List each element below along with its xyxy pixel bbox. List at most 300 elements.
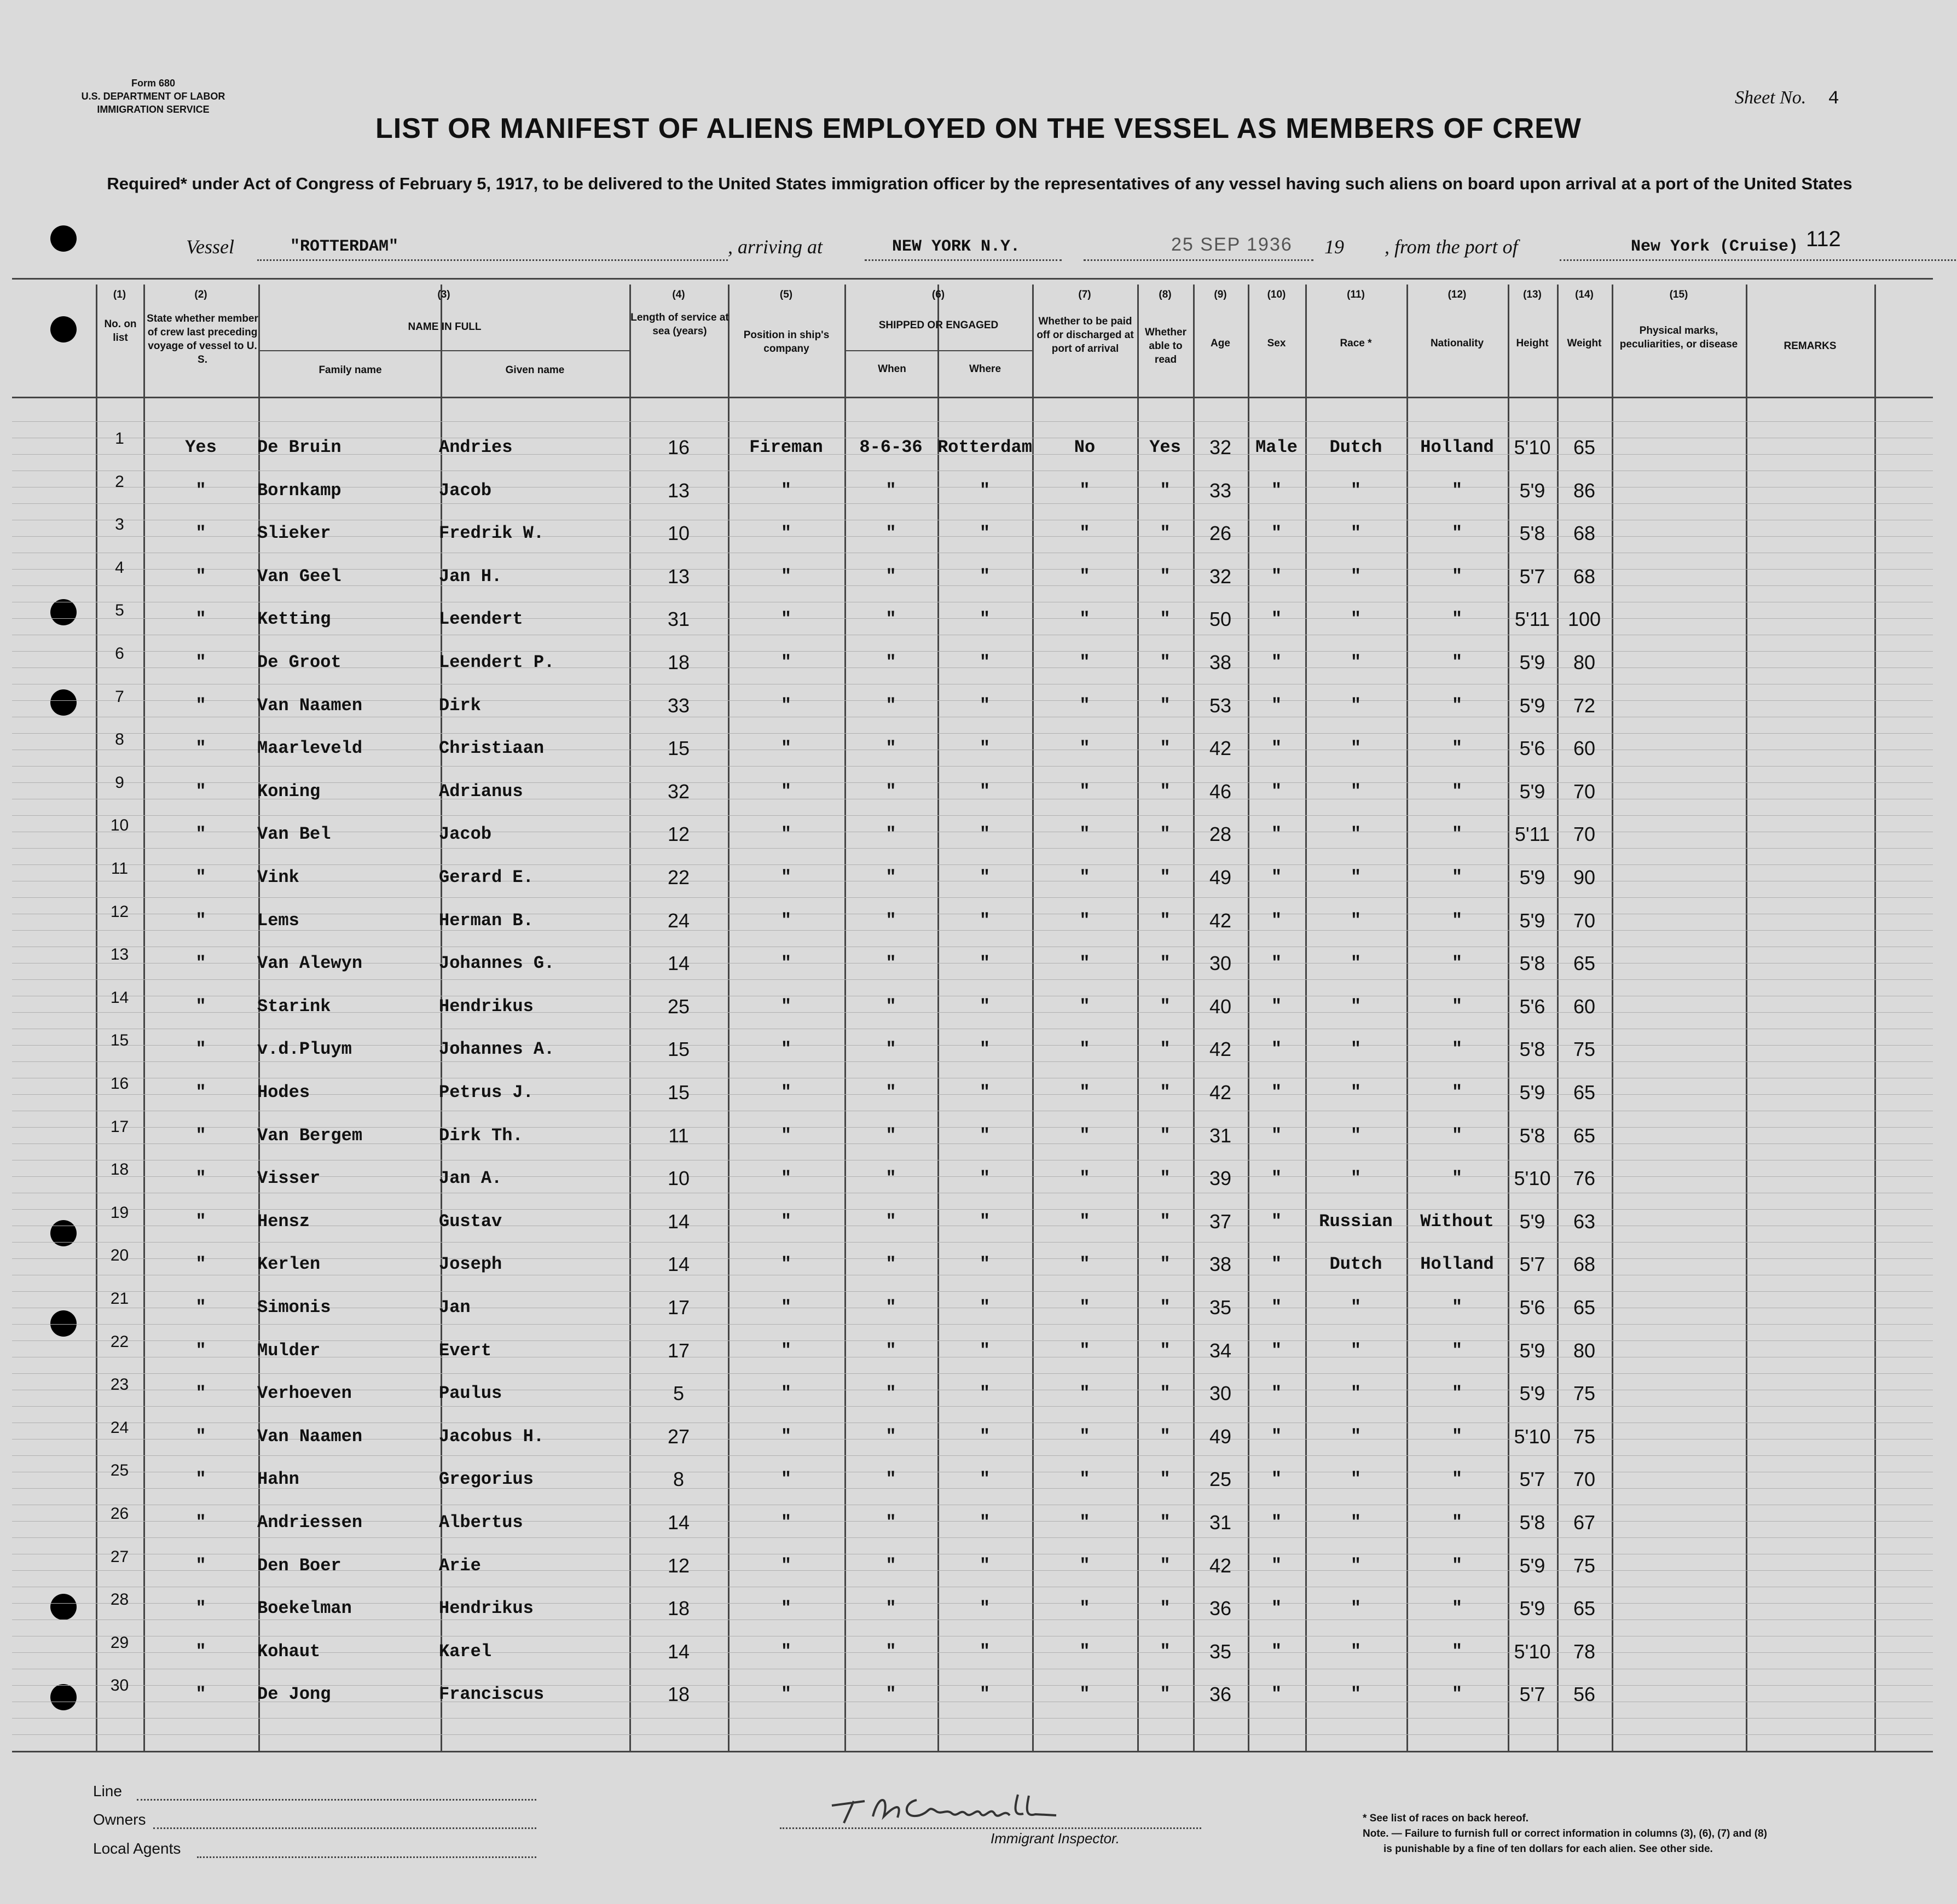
ditto-mark: " bbox=[1160, 781, 1171, 802]
ditto-mark: " bbox=[979, 1684, 991, 1705]
cell-family: Hahn bbox=[257, 1469, 299, 1490]
cell-length: 27 bbox=[667, 1425, 690, 1448]
cell-weight: 70 bbox=[1573, 909, 1596, 932]
ditto-mark: " bbox=[1451, 1598, 1463, 1619]
ditto-mark: " bbox=[195, 996, 206, 1017]
ditto-mark: " bbox=[1271, 996, 1282, 1017]
cell-weight: 65 bbox=[1573, 1124, 1596, 1147]
ditto-mark: " bbox=[780, 652, 792, 672]
cell-given: Jacob bbox=[439, 824, 492, 845]
cell-length: 33 bbox=[667, 694, 690, 717]
cell-height: 5'9 bbox=[1519, 780, 1545, 803]
cell-length: 18 bbox=[667, 1683, 690, 1706]
cell-given: Adrianus bbox=[439, 781, 523, 802]
ditto-mark: " bbox=[1079, 652, 1090, 672]
grid-line bbox=[1746, 285, 1747, 1751]
cell-family: Van Bel bbox=[257, 824, 331, 845]
ditto-mark: " bbox=[885, 1211, 896, 1232]
cell-family: Van Naamen bbox=[257, 695, 363, 716]
ditto-mark: " bbox=[195, 953, 206, 974]
ditto-mark: " bbox=[1350, 824, 1362, 845]
cell-age: 49 bbox=[1209, 866, 1232, 889]
cell-given: Evert bbox=[439, 1340, 492, 1361]
ditto-mark: " bbox=[885, 824, 896, 845]
cell-family: Mulder bbox=[257, 1340, 321, 1361]
ditto-mark: " bbox=[780, 996, 792, 1017]
cell-no: 18 bbox=[110, 1160, 129, 1179]
ruled-line bbox=[12, 1406, 1933, 1407]
cell-no: 27 bbox=[110, 1547, 129, 1566]
ditto-mark: " bbox=[1451, 1383, 1463, 1404]
ditto-mark: " bbox=[780, 695, 792, 716]
ditto-mark: " bbox=[1350, 609, 1362, 630]
ditto-mark: " bbox=[979, 1125, 991, 1146]
cell-age: 32 bbox=[1209, 436, 1232, 458]
ditto-mark: " bbox=[1451, 738, 1463, 759]
column-number: (4) bbox=[672, 289, 685, 300]
cell-family: Van Geel bbox=[257, 566, 341, 587]
cell-no: 4 bbox=[115, 558, 124, 577]
binder-hole bbox=[50, 1594, 77, 1620]
cell-paid: No bbox=[1074, 437, 1096, 457]
ditto-mark: " bbox=[1350, 910, 1362, 931]
ditto-mark: " bbox=[1079, 1211, 1090, 1232]
cell-no: 6 bbox=[115, 645, 124, 663]
grid-line bbox=[844, 350, 1032, 351]
grid-line bbox=[1612, 285, 1613, 1751]
cell-family: Simonis bbox=[257, 1297, 331, 1317]
ditto-mark: " bbox=[195, 1082, 206, 1102]
ditto-mark: " bbox=[780, 1641, 792, 1662]
service-name: IMMIGRATION SERVICE bbox=[97, 104, 210, 115]
header-length: Length of service at sea (years) bbox=[630, 312, 729, 337]
ditto-mark: " bbox=[1350, 1297, 1362, 1317]
cell-length: 17 bbox=[667, 1339, 690, 1362]
ditto-mark: " bbox=[1271, 1598, 1282, 1619]
cell-given: Karel bbox=[439, 1641, 492, 1662]
cell-length: 14 bbox=[667, 1210, 690, 1233]
ditto-mark: " bbox=[885, 1598, 896, 1619]
cell-age: 42 bbox=[1209, 909, 1232, 932]
cell-height: 5'7 bbox=[1519, 1253, 1545, 1276]
ditto-mark: " bbox=[1271, 1168, 1282, 1189]
cell-height: 5'10 bbox=[1514, 1640, 1551, 1663]
cell-given: Petrus J. bbox=[439, 1082, 534, 1102]
ditto-mark: " bbox=[1350, 738, 1362, 759]
cell-height: 5'7 bbox=[1519, 1468, 1545, 1491]
ruled-line bbox=[12, 897, 1933, 898]
cell-given: Paulus bbox=[439, 1383, 502, 1404]
ditto-mark: " bbox=[979, 1168, 991, 1189]
cell-length: 14 bbox=[667, 952, 690, 975]
ditto-mark: " bbox=[1451, 1082, 1463, 1102]
cell-race: Russian bbox=[1319, 1211, 1393, 1232]
cell-length: 17 bbox=[667, 1296, 690, 1319]
cell-height: 5'9 bbox=[1519, 1382, 1545, 1405]
ditto-mark: " bbox=[1451, 824, 1463, 845]
ditto-mark: " bbox=[1350, 695, 1362, 716]
immigrant-inspector-label: Immigrant Inspector. bbox=[991, 1830, 1120, 1847]
cell-family: Ketting bbox=[257, 609, 331, 630]
ditto-mark: " bbox=[1079, 781, 1090, 802]
ruled-line bbox=[12, 766, 1933, 767]
ditto-mark: " bbox=[885, 1469, 896, 1490]
cell-length: 10 bbox=[667, 522, 690, 545]
footnote-races: * See list of races on back hereof. bbox=[1363, 1813, 1529, 1824]
binder-hole bbox=[50, 599, 77, 625]
footnote-penalty: Note. — Failure to furnish full or correct information in columns (3), (6), (7) and (8) bbox=[1363, 1828, 1767, 1839]
ditto-mark: " bbox=[1451, 1512, 1463, 1533]
cell-length: 22 bbox=[667, 866, 690, 889]
ditto-mark: " bbox=[979, 1512, 991, 1533]
ditto-mark: " bbox=[1350, 480, 1362, 501]
cell-family: De Groot bbox=[257, 652, 341, 672]
ditto-mark: " bbox=[1271, 1082, 1282, 1102]
ditto-mark: " bbox=[195, 523, 206, 544]
ditto-mark: " bbox=[1350, 1469, 1362, 1490]
ditto-mark: " bbox=[885, 1340, 896, 1361]
ditto-mark: " bbox=[780, 1598, 792, 1619]
cell-weight: 68 bbox=[1573, 1253, 1596, 1276]
ditto-mark: " bbox=[979, 1211, 991, 1232]
grid-line bbox=[258, 350, 629, 351]
ditto-mark: " bbox=[1271, 781, 1282, 802]
cell-height: 5'8 bbox=[1519, 952, 1545, 975]
ditto-mark: " bbox=[195, 695, 206, 716]
ditto-mark: " bbox=[195, 1039, 206, 1060]
cell-family: Andriessen bbox=[257, 1512, 363, 1533]
ditto-mark: " bbox=[1271, 738, 1282, 759]
ditto-mark: " bbox=[885, 609, 896, 630]
ditto-mark: " bbox=[1160, 1555, 1171, 1576]
cell-weight: 65 bbox=[1573, 1081, 1596, 1104]
cell-height: 5'7 bbox=[1519, 1683, 1545, 1706]
cell-length: 10 bbox=[667, 1167, 690, 1190]
cell-given: Herman B. bbox=[439, 910, 534, 931]
ditto-mark: " bbox=[979, 738, 991, 759]
cell-family: Lems bbox=[257, 910, 299, 931]
cell-no: 23 bbox=[110, 1375, 129, 1394]
cell-no: 22 bbox=[110, 1332, 129, 1351]
ditto-mark: " bbox=[780, 566, 792, 587]
column-number: (10) bbox=[1267, 289, 1286, 300]
cell-no: 7 bbox=[115, 687, 124, 706]
cell-where: Rotterdam bbox=[937, 437, 1032, 457]
ditto-mark: " bbox=[1271, 910, 1282, 931]
ditto-mark: " bbox=[885, 867, 896, 887]
form-identifier bbox=[55, 77, 252, 116]
cell-age: 42 bbox=[1209, 1038, 1232, 1061]
cell-given: Gregorius bbox=[439, 1469, 534, 1490]
header-no: No. on list bbox=[104, 318, 137, 344]
header-when: When bbox=[878, 363, 906, 375]
ditto-mark: " bbox=[1079, 867, 1090, 887]
page-title: LIST OR MANIFEST OF ALIENS EMPLOYED ON THE VESSEL AS MEMBERS OF CREW bbox=[375, 113, 1582, 144]
cell-given: Jacobus H. bbox=[439, 1426, 545, 1447]
ditto-mark: " bbox=[1160, 867, 1171, 887]
binder-hole bbox=[50, 1310, 77, 1337]
ditto-mark: " bbox=[1451, 566, 1463, 587]
ditto-mark: " bbox=[195, 781, 206, 802]
ditto-mark: " bbox=[195, 652, 206, 672]
header-member: State whether member of crew last preceding voyage of vessel to U. S. bbox=[147, 313, 258, 365]
cell-no: 29 bbox=[110, 1633, 129, 1652]
ditto-mark: " bbox=[885, 1125, 896, 1146]
ditto-mark: " bbox=[1271, 953, 1282, 974]
cell-age: 33 bbox=[1209, 479, 1232, 502]
cell-no: 3 bbox=[115, 515, 124, 534]
ditto-mark: " bbox=[979, 910, 991, 931]
header-given: Given name bbox=[505, 364, 565, 376]
cell-given: Jacob bbox=[439, 480, 492, 501]
cell-family: Kerlen bbox=[257, 1254, 321, 1275]
cell-length: 8 bbox=[673, 1468, 685, 1491]
ditto-mark: " bbox=[1160, 953, 1171, 974]
ditto-mark: " bbox=[780, 480, 792, 501]
cell-age: 38 bbox=[1209, 651, 1232, 674]
cell-age: 36 bbox=[1209, 1683, 1232, 1706]
cell-family: Maarleveld bbox=[257, 738, 363, 759]
footnote-penalty-cont: is punishable by a fine of ten dollars for each alien. See other side. bbox=[1383, 1843, 1713, 1855]
cell-no: 17 bbox=[110, 1117, 129, 1136]
cell-age: 32 bbox=[1209, 565, 1232, 588]
ditto-mark: " bbox=[1079, 910, 1090, 931]
cell-position: Fireman bbox=[749, 437, 823, 457]
ditto-mark: " bbox=[780, 824, 792, 845]
cell-when: 8-6-36 bbox=[859, 437, 923, 457]
ditto-mark: " bbox=[780, 1383, 792, 1404]
ditto-mark: " bbox=[1160, 1211, 1171, 1232]
cell-age: 50 bbox=[1209, 608, 1232, 631]
ditto-mark: " bbox=[780, 1297, 792, 1317]
ditto-mark: " bbox=[1160, 1297, 1171, 1317]
cell-height: 5'9 bbox=[1519, 866, 1545, 889]
ditto-mark: " bbox=[1271, 1211, 1282, 1232]
cell-height: 5'9 bbox=[1519, 694, 1545, 717]
cell-no: 24 bbox=[110, 1418, 129, 1437]
ditto-mark: " bbox=[1079, 1297, 1090, 1317]
ruled-line bbox=[12, 503, 1933, 504]
ditto-mark: " bbox=[195, 910, 206, 931]
cell-weight: 65 bbox=[1573, 1296, 1596, 1319]
header-read: Whether able to read bbox=[1145, 327, 1186, 365]
cell-length: 12 bbox=[667, 1554, 690, 1577]
cell-no: 11 bbox=[111, 860, 129, 878]
cell-height: 5'9 bbox=[1519, 1210, 1545, 1233]
ditto-mark: " bbox=[979, 824, 991, 845]
cell-given: Johannes G. bbox=[439, 953, 555, 974]
ditto-mark: " bbox=[195, 1641, 206, 1662]
cell-age: 35 bbox=[1209, 1296, 1232, 1319]
cell-weight: 68 bbox=[1573, 522, 1596, 545]
ruled-line bbox=[12, 1537, 1933, 1538]
ditto-mark: " bbox=[1451, 695, 1463, 716]
ditto-mark: " bbox=[780, 910, 792, 931]
cell-family: Den Boer bbox=[257, 1555, 341, 1576]
ditto-mark: " bbox=[1350, 566, 1362, 587]
cell-height: 5'9 bbox=[1519, 909, 1545, 932]
cell-weight: 70 bbox=[1573, 780, 1596, 803]
ditto-mark: " bbox=[1271, 1039, 1282, 1060]
cell-weight: 75 bbox=[1573, 1382, 1596, 1405]
ditto-mark: " bbox=[780, 609, 792, 630]
ditto-mark: " bbox=[195, 738, 206, 759]
ditto-mark: " bbox=[1160, 1512, 1171, 1533]
column-number: (9) bbox=[1214, 289, 1227, 300]
ditto-mark: " bbox=[195, 1211, 206, 1232]
ditto-mark: " bbox=[1451, 1426, 1463, 1447]
header-family: Family name bbox=[319, 364, 382, 376]
column-number: (6) bbox=[931, 289, 945, 300]
ruled-line bbox=[12, 1209, 1933, 1210]
ditto-mark: " bbox=[1350, 1555, 1362, 1576]
ditto-mark: " bbox=[979, 867, 991, 887]
cell-read: Yes bbox=[1149, 437, 1181, 457]
cell-height: 5'8 bbox=[1519, 1124, 1545, 1147]
ditto-mark: " bbox=[1079, 1039, 1090, 1060]
ditto-mark: " bbox=[979, 480, 991, 501]
ditto-mark: " bbox=[979, 1469, 991, 1490]
ditto-mark: " bbox=[1271, 652, 1282, 672]
cell-family: Van Alewyn bbox=[257, 953, 363, 974]
ditto-mark: " bbox=[195, 1125, 206, 1146]
ditto-mark: " bbox=[1350, 1340, 1362, 1361]
ditto-mark: " bbox=[1451, 1555, 1463, 1576]
cell-weight: 68 bbox=[1573, 565, 1596, 588]
cell-height: 5'8 bbox=[1519, 1511, 1545, 1534]
ditto-mark: " bbox=[885, 996, 896, 1017]
cell-no: 9 bbox=[115, 773, 124, 792]
ditto-mark: " bbox=[885, 1512, 896, 1533]
cell-nationality: Without bbox=[1420, 1211, 1494, 1232]
header-nationality: Nationality bbox=[1430, 338, 1484, 349]
ditto-mark: " bbox=[1350, 652, 1362, 672]
cell-age: 38 bbox=[1209, 1253, 1232, 1276]
cell-height: 5'9 bbox=[1519, 1339, 1545, 1362]
ditto-mark: " bbox=[1271, 1555, 1282, 1576]
ditto-mark: " bbox=[195, 1555, 206, 1576]
header-name: NAME IN FULL bbox=[408, 321, 482, 333]
cell-age: 26 bbox=[1209, 522, 1232, 545]
column-number: (1) bbox=[113, 289, 126, 300]
ditto-mark: " bbox=[1079, 1340, 1090, 1361]
grid-line bbox=[12, 397, 1933, 398]
cell-no: 1 bbox=[115, 429, 124, 448]
ditto-mark: " bbox=[195, 1340, 206, 1361]
cell-given: Arie bbox=[439, 1555, 481, 1576]
sheet-number-label: Sheet No. bbox=[1735, 88, 1807, 108]
ditto-mark: " bbox=[1160, 1340, 1171, 1361]
ditto-mark: " bbox=[780, 523, 792, 544]
ditto-mark: " bbox=[885, 910, 896, 931]
cell-weight: 67 bbox=[1573, 1511, 1596, 1534]
cell-height: 5'9 bbox=[1519, 1554, 1545, 1577]
ditto-mark: " bbox=[1079, 1168, 1090, 1189]
ditto-mark: " bbox=[1160, 695, 1171, 716]
ditto-mark: " bbox=[979, 652, 991, 672]
cell-no: 28 bbox=[110, 1590, 129, 1609]
ditto-mark: " bbox=[1350, 1598, 1362, 1619]
cell-sex: Male bbox=[1255, 437, 1298, 457]
cell-age: 42 bbox=[1209, 1081, 1232, 1104]
cell-weight: 86 bbox=[1573, 479, 1596, 502]
ruled-line bbox=[12, 848, 1933, 849]
cell-age: 28 bbox=[1209, 823, 1232, 846]
ditto-mark: " bbox=[1451, 953, 1463, 974]
footer-owners-label: Owners bbox=[93, 1811, 146, 1828]
header-age: Age bbox=[1211, 338, 1230, 349]
ditto-mark: " bbox=[1451, 1039, 1463, 1060]
cell-length: 14 bbox=[667, 1253, 690, 1276]
cell-family: Verhoeven bbox=[257, 1383, 352, 1404]
ditto-mark: " bbox=[1271, 1512, 1282, 1533]
ditto-mark: " bbox=[1160, 480, 1171, 501]
ditto-mark: " bbox=[1350, 1426, 1362, 1447]
cell-weight: 75 bbox=[1573, 1425, 1596, 1448]
ditto-mark: " bbox=[1079, 953, 1090, 974]
ditto-mark: " bbox=[979, 1039, 991, 1060]
ditto-mark: " bbox=[979, 566, 991, 587]
ditto-mark: " bbox=[195, 1469, 206, 1490]
cell-given: Christiaan bbox=[439, 738, 545, 759]
cell-age: 34 bbox=[1209, 1339, 1232, 1362]
ditto-mark: " bbox=[195, 609, 206, 630]
column-number: (3) bbox=[437, 289, 450, 300]
ditto-mark: " bbox=[1451, 1297, 1463, 1317]
header-physical: Physical marks, peculiarities, or disease bbox=[1619, 325, 1738, 350]
ditto-mark: " bbox=[1350, 953, 1362, 974]
cell-length: 18 bbox=[667, 651, 690, 674]
cell-length: 15 bbox=[667, 737, 690, 760]
ditto-mark: " bbox=[1350, 1082, 1362, 1102]
ditto-mark: " bbox=[885, 480, 896, 501]
arriving-value: NEW YORK N.Y. bbox=[892, 237, 1021, 256]
cell-weight: 70 bbox=[1573, 823, 1596, 846]
cell-family: Starink bbox=[257, 996, 331, 1017]
ditto-mark: " bbox=[1160, 910, 1171, 931]
header-paid: Whether to be paid off or discharged at port of arrival bbox=[1037, 316, 1134, 355]
header-shipped: SHIPPED OR ENGAGED bbox=[878, 320, 999, 331]
cell-given: Franciscus bbox=[439, 1684, 545, 1705]
ditto-mark: " bbox=[1271, 1297, 1282, 1317]
cell-given: Gustav bbox=[439, 1211, 502, 1232]
ditto-mark: " bbox=[1271, 1254, 1282, 1275]
ditto-mark: " bbox=[979, 781, 991, 802]
ditto-mark: " bbox=[1271, 1684, 1282, 1705]
cell-age: 42 bbox=[1209, 737, 1232, 760]
cell-weight: 70 bbox=[1573, 1468, 1596, 1491]
cell-age: 53 bbox=[1209, 694, 1232, 717]
ruled-line bbox=[12, 1455, 1933, 1456]
cell-age: 40 bbox=[1209, 995, 1232, 1018]
cell-no: 20 bbox=[110, 1246, 129, 1265]
sheet-number-value: 4 bbox=[1828, 89, 1839, 109]
ditto-mark: " bbox=[1079, 1598, 1090, 1619]
ditto-mark: " bbox=[195, 1512, 206, 1533]
cell-family: Van Naamen bbox=[257, 1426, 363, 1447]
department-name: U.S. DEPARTMENT OF LABOR bbox=[81, 91, 225, 102]
ditto-mark: " bbox=[979, 996, 991, 1017]
column-number: (8) bbox=[1159, 289, 1172, 300]
ditto-mark: " bbox=[1079, 1426, 1090, 1447]
ditto-mark: " bbox=[979, 695, 991, 716]
cell-family: Kohaut bbox=[257, 1641, 321, 1662]
ditto-mark: " bbox=[979, 1383, 991, 1404]
page-number: 112 bbox=[1806, 227, 1841, 251]
ditto-mark: " bbox=[885, 1555, 896, 1576]
ruled-line bbox=[12, 979, 1933, 980]
ditto-mark: " bbox=[1451, 867, 1463, 887]
